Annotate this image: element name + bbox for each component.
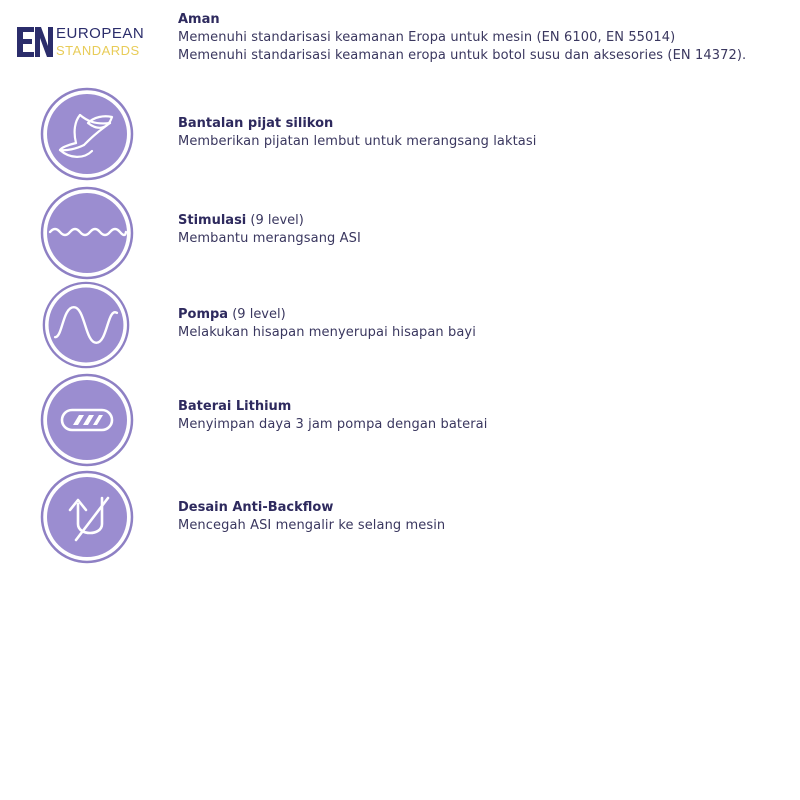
feature-desc-line: Menyimpan daya 3 jam pompa dengan baterai [178, 417, 488, 432]
feature-title: Desain Anti-Backflow [178, 500, 334, 515]
feature-desc-line: Memberikan pijatan lembut untuk merangsang laktasi [178, 134, 537, 149]
pump-wave-icon [42, 281, 130, 369]
logo-line1: EUROPEAN [56, 25, 145, 42]
feature-title: Bantalan pijat silikon [178, 116, 334, 131]
stimulation-wave-icon [40, 186, 134, 280]
feature-desc-line: Memenuhi standarisasi keamanan Eropa untuk mesin (EN 6100, EN 55014) [178, 30, 676, 45]
feature-title: Pompa (9 level) [178, 307, 286, 322]
feature-title: Stimulasi (9 level) [178, 213, 304, 228]
feature-title: Baterai Lithium [178, 399, 292, 414]
feature-desc-line: Mencegah ASI mengalir ke selang mesin [178, 518, 446, 533]
feature-title: Aman [178, 12, 220, 27]
logo-line2: STANDARDS [56, 43, 140, 58]
breast-shield-icon [40, 87, 134, 181]
feature-desc-line: Membantu merangsang ASI [178, 231, 361, 246]
anti-backflow-icon [40, 470, 134, 564]
feature-desc-line: Melakukan hisapan menyerupai hisapan bayi [178, 325, 476, 340]
battery-icon [40, 373, 134, 467]
european-standards-logo [14, 21, 164, 65]
feature-desc-line: Memenuhi standarisasi keamanan eropa untuk botol susu dan aksesories (EN 14372). [178, 48, 747, 63]
